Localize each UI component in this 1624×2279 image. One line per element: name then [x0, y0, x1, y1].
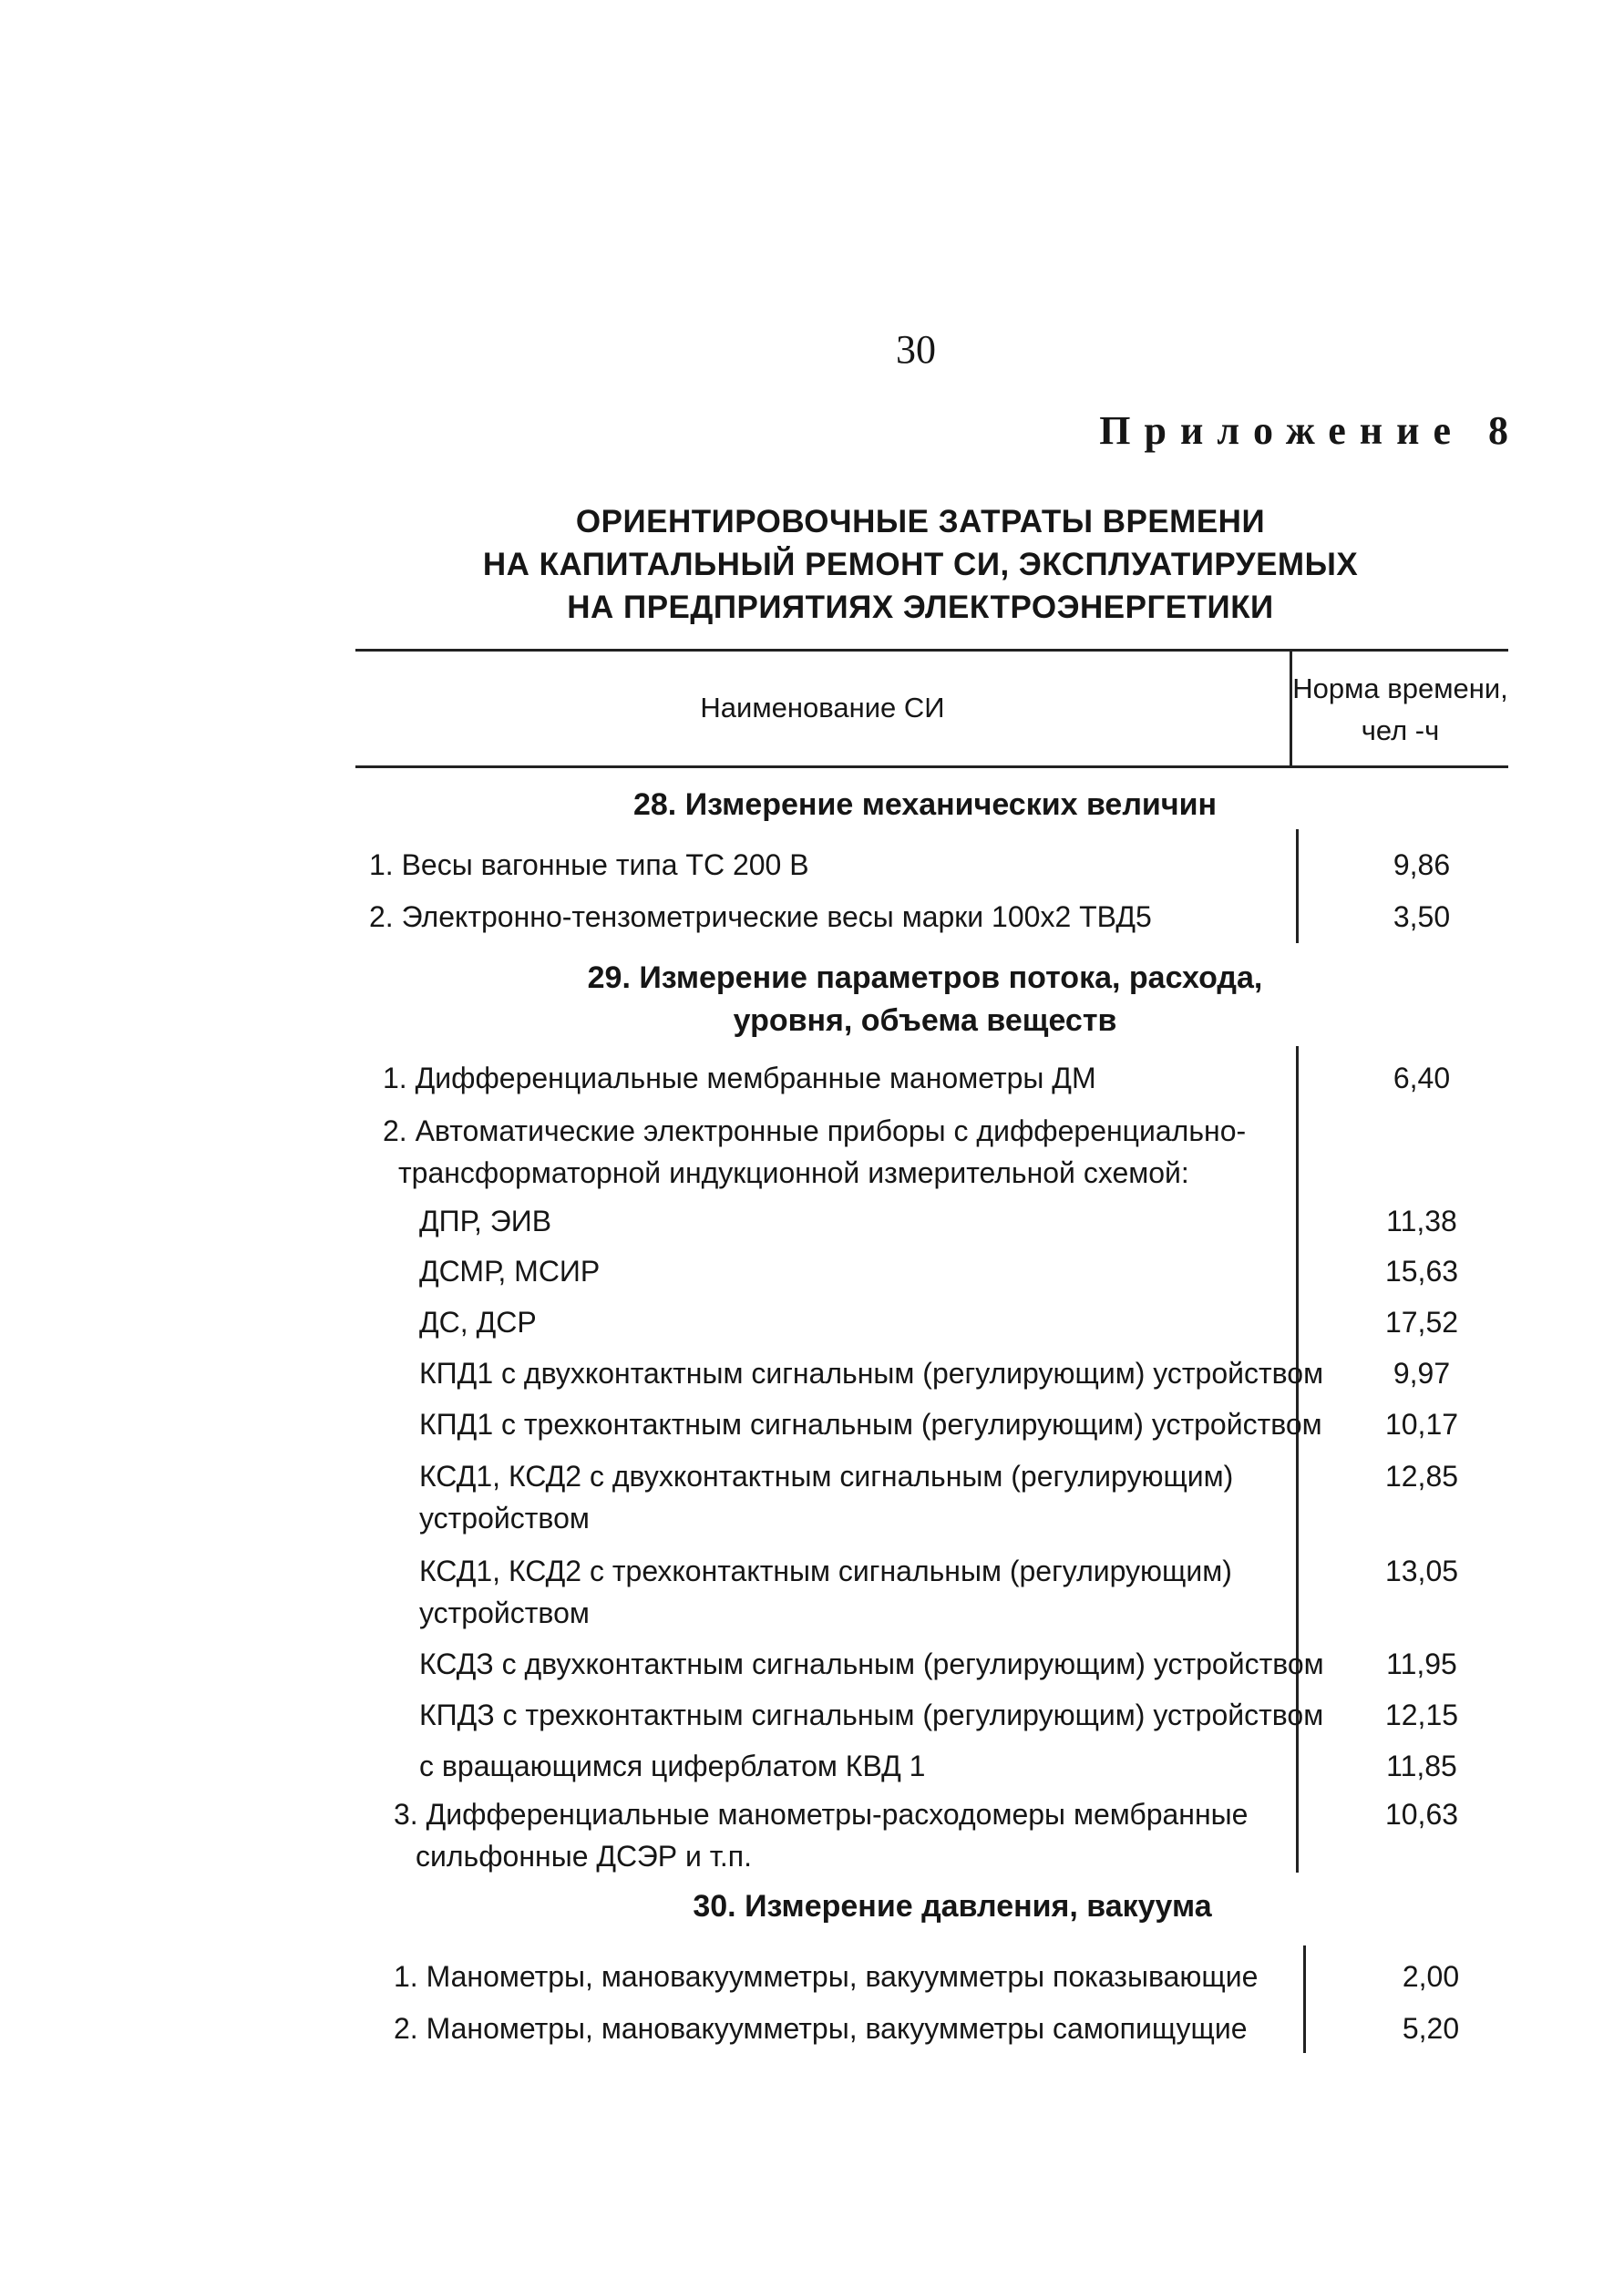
list-item-value: 3,50 [1393, 900, 1451, 933]
list-item: 2. Автоматические электронные приборы с дифференциально- [383, 1114, 1247, 1147]
section-28-divider [1296, 829, 1299, 943]
list-item: ДС, ДСР [419, 1306, 537, 1339]
list-item-value: 2,00 [1402, 1960, 1460, 1993]
list-item-value: 5,20 [1402, 2012, 1460, 2045]
list-item-continuation: устройством [419, 1502, 590, 1535]
list-item-value: 12,85 [1384, 1460, 1459, 1493]
list-item: 3. Дифференциальные манометры-расходомеры мембранные [394, 1798, 1249, 1831]
column-header-name: Наименование СИ [700, 692, 945, 724]
list-item: КПД1 с трехконтактным сигнальным (регулирующим) устройством [419, 1408, 1322, 1441]
section-30-divider [1303, 1945, 1306, 2053]
list-item: 2. Электронно-тензометрические весы марки 100х2 ТВД5 [369, 900, 1152, 933]
list-item: ДСМР, МСИР [419, 1255, 601, 1288]
list-item-continuation: устройством [419, 1596, 590, 1629]
section-29-title-line-2: уровня, объема веществ [733, 1003, 1117, 1038]
document-title-line-3: НА ПРЕДПРИЯТИЯХ ЭЛЕКТРОЭНЕРГЕТИКИ [567, 590, 1274, 625]
list-item: КПДЗ с трехконтактным сигнальным (регулирующим) устройством [419, 1699, 1324, 1731]
list-item: 1. Дифференциальные мембранные манометры ДМ [383, 1062, 1096, 1094]
list-item-value: 10,17 [1384, 1408, 1459, 1441]
list-item-value: 13,05 [1384, 1555, 1459, 1587]
list-item-value: 11,85 [1386, 1750, 1457, 1782]
list-item-value: 17,52 [1384, 1306, 1459, 1339]
list-item: КСД1, КСД2 с двухконтактным сигнальным (регулирующим) [419, 1460, 1234, 1493]
list-item-continuation: трансформаторной индукционной измерительной схемой: [398, 1156, 1189, 1189]
list-item: с вращающимся циферблатом КВД 1 [419, 1750, 926, 1782]
page-number: 30 [896, 327, 936, 372]
list-item: 1. Весы вагонные типа ТС 200 В [369, 848, 809, 881]
list-item: КСД1, КСД2 с трехконтактным сигнальным (регулирующим) [419, 1555, 1232, 1587]
list-item-value: 11,38 [1386, 1205, 1457, 1237]
document-title-line-1: ОРИЕНТИРОВОЧНЫЕ ЗАТРАТЫ ВРЕМЕНИ [575, 504, 1266, 539]
list-item-value: 15,63 [1384, 1255, 1459, 1288]
list-item-value: 12,15 [1384, 1699, 1459, 1731]
column-header-norm-line-1: Норма времени, [1292, 672, 1508, 704]
table-top-rule [355, 649, 1508, 652]
section-29-divider [1296, 1046, 1299, 1873]
list-item-value: 9,86 [1393, 848, 1451, 881]
column-header-norm-line-2: чел -ч [1361, 714, 1440, 746]
list-item-continuation: сильфонные ДСЭР и т.п. [416, 1840, 753, 1873]
list-item-value: 11,95 [1386, 1648, 1457, 1680]
section-29-title-line-1: 29. Измерение параметров потока, расхода, [587, 960, 1263, 995]
section-30-title: 30. Измерение давления, вакуума [693, 1889, 1212, 1924]
appendix-label: Приложение 8 [1099, 408, 1522, 453]
list-item: 2. Манометры, мановакуумметры, вакуумметры самопищущие [394, 2012, 1248, 2045]
document-title-line-2: НА КАПИТАЛЬНЫЙ РЕМОНТ СИ, ЭКСПЛУАТИРУЕМЫХ [482, 547, 1359, 582]
list-item-value: 6,40 [1393, 1062, 1451, 1094]
list-item-value: 10,63 [1384, 1798, 1459, 1831]
list-item: КПД1 с двухконтактным сигнальным (регулирующим) устройством [419, 1357, 1324, 1390]
list-item: ДПР, ЭИВ [419, 1205, 552, 1237]
list-item: 1. Манометры, мановакуумметры, вакуумметры показывающие [394, 1960, 1259, 1993]
header-bottom-rule [355, 765, 1508, 768]
list-item: КСДЗ с двухконтактным сигнальным (регулирующим) устройством [419, 1648, 1324, 1680]
section-28-title: 28. Измерение механических величин [632, 787, 1218, 822]
list-item-value: 9,97 [1393, 1357, 1451, 1390]
